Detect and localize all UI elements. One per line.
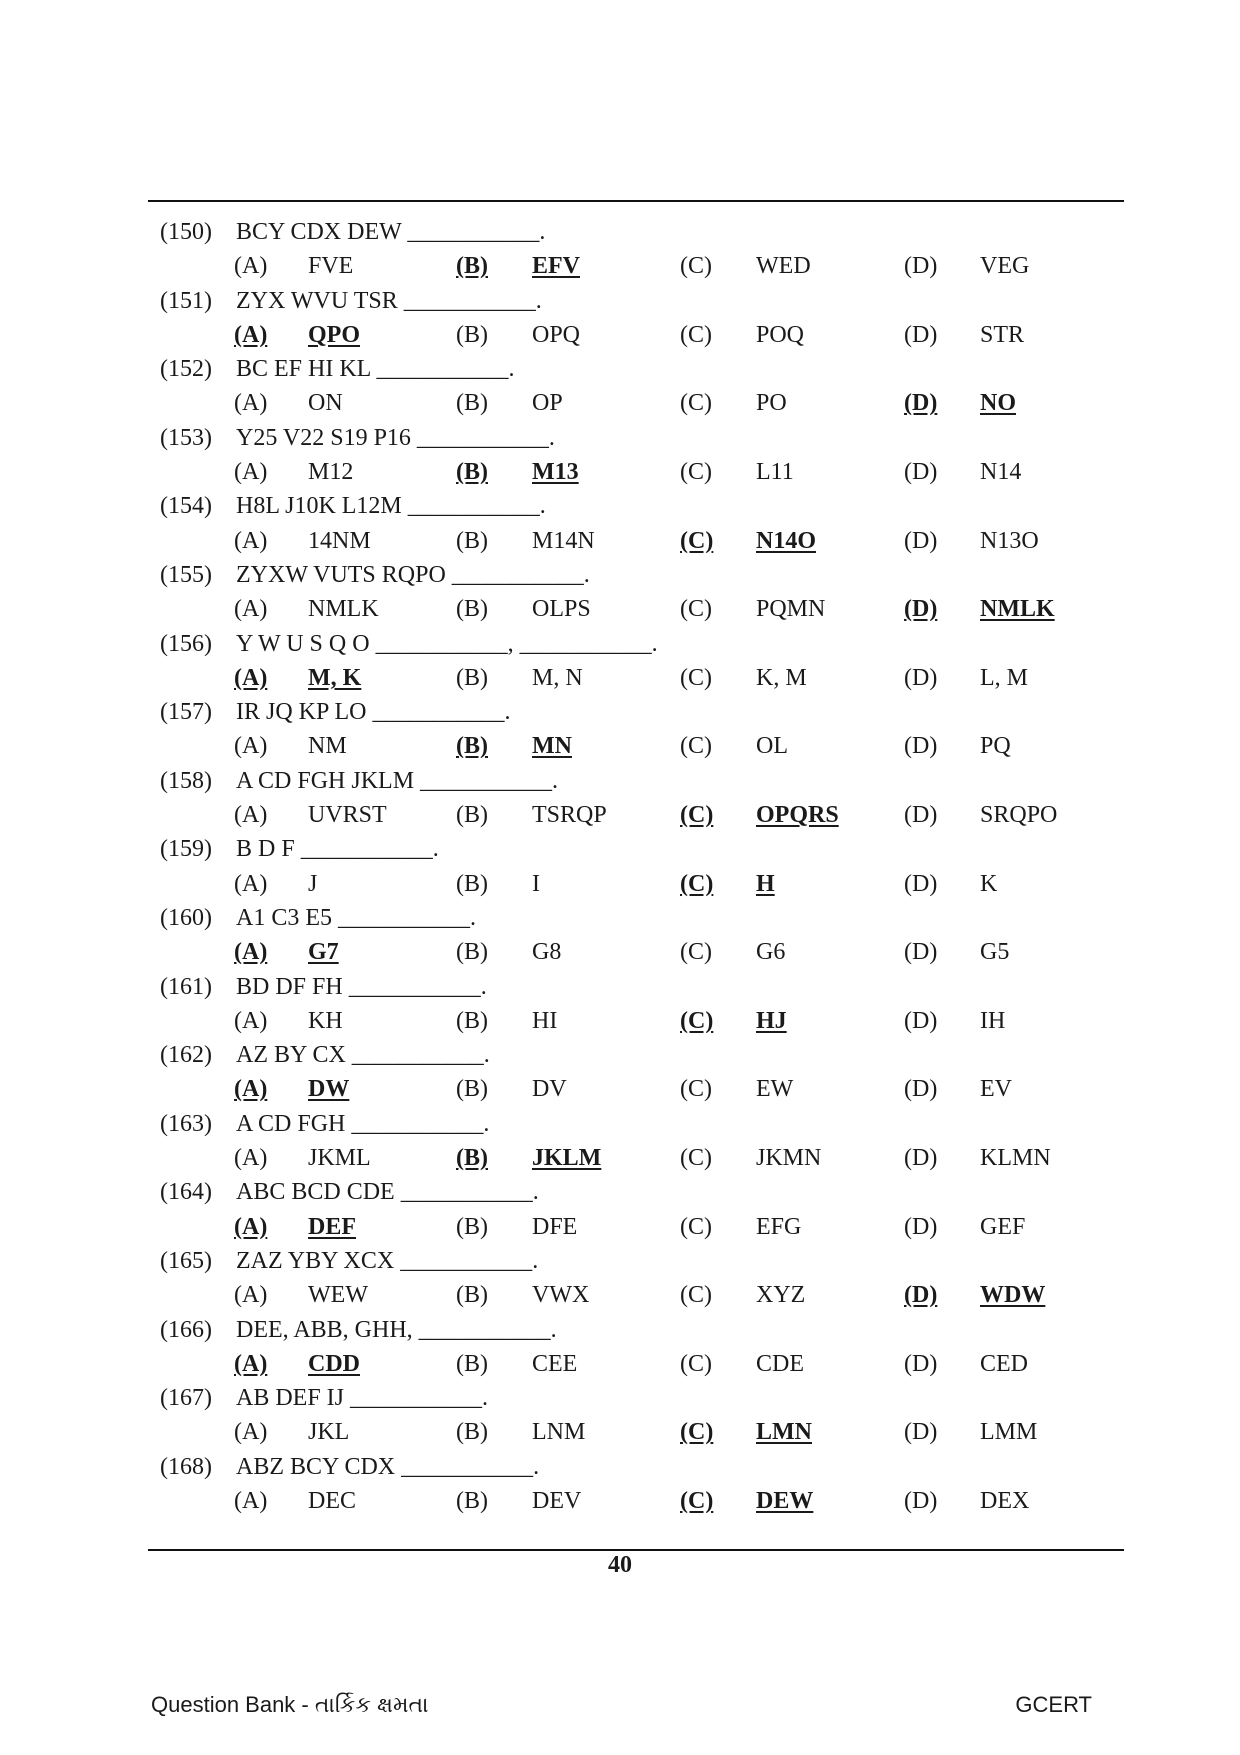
option-label: (B)	[456, 802, 488, 829]
option-value: POQ	[756, 321, 805, 348]
option-label: (D)	[904, 253, 938, 280]
option-value: XYZ	[756, 1282, 806, 1309]
option-label: (C)	[680, 390, 712, 417]
question-text: BD DF FH ___________.	[236, 973, 487, 1000]
question-text: H8L J10K L12M ___________.	[236, 493, 546, 520]
option-label: (D)	[904, 321, 938, 348]
correct-option-value: QPO	[308, 321, 360, 348]
option-value: JKL	[308, 1419, 350, 1446]
question-number: (151)	[160, 287, 212, 314]
options-row	[0, 386, 1240, 420]
question-text: A1 C3 E5 ___________.	[236, 904, 476, 931]
option-label: (B)	[456, 1007, 488, 1034]
option-value: G5	[980, 939, 1010, 966]
correct-option-label: (B)	[456, 459, 488, 486]
option-value: GEF	[980, 1213, 1026, 1240]
option-label: (A)	[234, 527, 268, 554]
option-value: PQ	[980, 733, 1011, 760]
question-stem	[0, 901, 1240, 935]
option-value: 14NM	[308, 527, 371, 554]
question-text: DEE, ABB, GHH, ___________.	[236, 1316, 557, 1343]
correct-option-label: (C)	[680, 1419, 714, 1446]
question-number: (162)	[160, 1042, 212, 1069]
option-value: HI	[532, 1007, 558, 1034]
option-label: (A)	[234, 1419, 268, 1446]
option-label: (D)	[904, 802, 938, 829]
question-text: B D F ___________.	[236, 836, 439, 863]
question-stem	[0, 627, 1240, 661]
options-row	[0, 1347, 1240, 1381]
option-value: JKML	[308, 1145, 371, 1172]
options-row	[0, 1141, 1240, 1175]
question-text: IR JQ KP LO ___________.	[236, 699, 511, 726]
option-value: WEW	[308, 1282, 368, 1309]
correct-option-label: (B)	[456, 253, 488, 280]
options-row	[0, 592, 1240, 626]
option-label: (C)	[680, 664, 712, 691]
option-label: (B)	[456, 939, 488, 966]
options-row	[0, 1210, 1240, 1244]
correct-option-label: (A)	[234, 1350, 268, 1377]
option-value: NM	[308, 733, 347, 760]
option-label: (C)	[680, 1350, 712, 1377]
option-label: (D)	[904, 939, 938, 966]
option-value: VWX	[532, 1282, 590, 1309]
option-value: EV	[980, 1076, 1012, 1103]
option-value: DEV	[532, 1487, 582, 1514]
question-text: BC EF HI KL ___________.	[236, 356, 515, 383]
correct-option-label: (D)	[904, 390, 938, 417]
question-stem	[0, 1107, 1240, 1141]
options-row	[0, 1484, 1240, 1518]
question-stem	[0, 1038, 1240, 1072]
correct-option-label: (C)	[680, 870, 714, 897]
option-label: (A)	[234, 733, 268, 760]
option-label: (A)	[234, 390, 268, 417]
option-label: (D)	[904, 1350, 938, 1377]
option-label: (B)	[456, 1487, 488, 1514]
correct-option-label: (A)	[234, 321, 268, 348]
option-value: N14	[980, 459, 1022, 486]
question-text: ABZ BCY CDX ___________.	[236, 1453, 540, 1480]
question-stem	[0, 1244, 1240, 1278]
question-number: (159)	[160, 836, 212, 863]
option-label: (D)	[904, 733, 938, 760]
option-label: (D)	[904, 1213, 938, 1240]
option-label: (D)	[904, 459, 938, 486]
question-stem	[0, 215, 1240, 249]
option-label: (C)	[680, 253, 712, 280]
option-value: WED	[756, 253, 811, 280]
correct-option-label: (B)	[456, 1145, 488, 1172]
option-value: G6	[756, 939, 786, 966]
option-label: (B)	[456, 1213, 488, 1240]
correct-option-value: M13	[532, 459, 579, 486]
question-number: (163)	[160, 1110, 212, 1137]
option-label: (B)	[456, 321, 488, 348]
correct-option-value: CDD	[308, 1350, 360, 1377]
question-stem	[0, 284, 1240, 318]
question-stem	[0, 832, 1240, 866]
options-row	[0, 1415, 1240, 1449]
option-label: (A)	[234, 253, 268, 280]
option-label: (B)	[456, 390, 488, 417]
correct-option-value: HJ	[756, 1007, 787, 1034]
option-value: PO	[756, 390, 787, 417]
correct-option-value: N14O	[756, 527, 816, 554]
options-row	[0, 1072, 1240, 1106]
question-text: BCY CDX DEW ___________.	[236, 219, 546, 245]
option-label: (D)	[904, 1487, 938, 1514]
question-stem	[0, 352, 1240, 386]
option-label: (C)	[680, 321, 712, 348]
option-value: TSRQP	[532, 802, 607, 829]
option-label: (A)	[234, 596, 268, 623]
option-label: (A)	[234, 802, 268, 829]
option-value: KH	[308, 1007, 343, 1034]
option-value: DEX	[980, 1487, 1030, 1514]
option-value: K	[980, 870, 998, 897]
option-label: (D)	[904, 664, 938, 691]
correct-option-value: MN	[532, 733, 572, 760]
option-value: OL	[756, 733, 788, 760]
question-stem	[0, 1313, 1240, 1347]
option-label: (D)	[904, 870, 938, 897]
correct-option-label: (A)	[234, 939, 268, 966]
options-row	[0, 318, 1240, 352]
question-text: Y W U S Q O ___________, ___________.	[236, 630, 658, 657]
correct-option-label: (B)	[456, 733, 488, 760]
option-label: (C)	[680, 1282, 712, 1309]
option-label: (A)	[234, 1487, 268, 1514]
question-number: (155)	[160, 561, 212, 588]
question-stem	[0, 695, 1240, 729]
question-text: AZ BY CX ___________.	[236, 1042, 490, 1069]
option-label: (B)	[456, 1282, 488, 1309]
option-label: (B)	[456, 527, 488, 554]
option-value: NMLK	[308, 596, 379, 623]
question-text: ZYX WVU TSR ___________.	[236, 287, 542, 314]
page-number: 40	[608, 1552, 632, 1578]
option-value: EW	[756, 1076, 794, 1103]
options-row	[0, 524, 1240, 558]
correct-option-value: NO	[980, 390, 1016, 417]
option-value: M, N	[532, 664, 583, 691]
option-value: CED	[980, 1350, 1028, 1377]
option-value: OLPS	[532, 596, 591, 623]
option-value: OPQ	[532, 321, 581, 348]
correct-option-value: JKLM	[532, 1145, 602, 1172]
option-value: J	[308, 870, 318, 897]
correct-option-value: OPQRS	[756, 802, 839, 829]
footer-publisher: GCERT	[1015, 1692, 1092, 1717]
correct-option-value: M, K	[308, 664, 362, 691]
correct-option-label: (D)	[904, 596, 938, 623]
option-value: L, M	[980, 664, 1028, 691]
correct-option-value: DW	[308, 1076, 350, 1103]
option-value: OP	[532, 390, 563, 417]
option-value: M12	[308, 459, 354, 486]
question-list	[0, 215, 1240, 1518]
correct-option-value: H	[756, 870, 775, 897]
question-stem	[0, 764, 1240, 798]
question-number: (158)	[160, 767, 212, 794]
option-label: (D)	[904, 1076, 938, 1103]
option-label: (C)	[680, 1213, 712, 1240]
question-number: (157)	[160, 699, 212, 726]
options-row	[0, 249, 1240, 283]
option-value: CEE	[532, 1350, 578, 1377]
option-value: PQMN	[756, 596, 826, 623]
question-stem	[0, 1381, 1240, 1415]
option-value: DFE	[532, 1213, 578, 1240]
option-value: N13O	[980, 527, 1039, 554]
question-text: AB DEF IJ ___________.	[236, 1385, 489, 1412]
option-value: EFG	[756, 1213, 802, 1240]
option-label: (C)	[680, 939, 712, 966]
correct-option-label: (C)	[680, 1007, 714, 1034]
question-stem	[0, 1450, 1240, 1484]
question-number: (167)	[160, 1385, 212, 1412]
options-row	[0, 1004, 1240, 1038]
question-number: (154)	[160, 493, 212, 520]
option-label: (A)	[234, 459, 268, 486]
question-number: (166)	[160, 1316, 212, 1343]
correct-option-label: (A)	[234, 1213, 268, 1240]
option-label: (B)	[456, 1350, 488, 1377]
correct-option-label: (C)	[680, 1487, 714, 1514]
question-text: ABC BCD CDE ___________.	[236, 1179, 539, 1206]
option-value: STR	[980, 321, 1025, 348]
question-number: (156)	[160, 630, 212, 657]
option-label: (A)	[234, 1145, 268, 1172]
question-text: A CD FGH ___________.	[236, 1110, 490, 1137]
option-label: (D)	[904, 1419, 938, 1446]
correct-option-label: (D)	[904, 1282, 938, 1309]
question-stem	[0, 421, 1240, 455]
option-value: CDE	[756, 1350, 804, 1377]
option-label: (B)	[456, 1076, 488, 1103]
question-stem	[0, 970, 1240, 1004]
option-value: DEC	[308, 1487, 356, 1514]
options-row	[0, 729, 1240, 763]
option-label: (C)	[680, 733, 712, 760]
option-label: (A)	[234, 870, 268, 897]
option-value: K, M	[756, 664, 807, 691]
correct-option-value: LMN	[756, 1419, 812, 1446]
option-value: SRQPO	[980, 802, 1058, 829]
options-row	[0, 798, 1240, 832]
question-stem	[0, 489, 1240, 523]
correct-option-label: (C)	[680, 527, 714, 554]
question-text: ZAZ YBY XCX ___________.	[236, 1247, 539, 1274]
option-value: G8	[532, 939, 562, 966]
option-value: VEG	[980, 253, 1030, 280]
options-row	[0, 867, 1240, 901]
option-value: KLMN	[980, 1145, 1051, 1172]
option-value: JKMN	[756, 1145, 822, 1172]
options-row	[0, 455, 1240, 489]
options-row	[0, 935, 1240, 969]
footer-title: Question Bank - તાર્કિક ક્ષમતા	[151, 1692, 429, 1717]
question-stem	[0, 558, 1240, 592]
bottom-rule	[148, 1549, 1124, 1551]
option-value: LNM	[532, 1419, 586, 1446]
option-label: (A)	[234, 1007, 268, 1034]
correct-option-value: NMLK	[980, 596, 1055, 623]
option-label: (C)	[680, 459, 712, 486]
option-label: (B)	[456, 1419, 488, 1446]
option-value: LMM	[980, 1419, 1038, 1446]
option-value: M14N	[532, 527, 595, 554]
question-number: (152)	[160, 356, 212, 383]
option-label: (B)	[456, 664, 488, 691]
option-label: (B)	[456, 870, 488, 897]
option-label: (C)	[680, 596, 712, 623]
correct-option-label: (C)	[680, 802, 714, 829]
correct-option-value: G7	[308, 939, 339, 966]
option-label: (C)	[680, 1145, 712, 1172]
option-label: (D)	[904, 1145, 938, 1172]
option-label: (B)	[456, 596, 488, 623]
options-row	[0, 661, 1240, 695]
option-value: UVRST	[308, 802, 387, 829]
option-value: IH	[980, 1007, 1006, 1034]
question-number: (165)	[160, 1247, 212, 1274]
option-value: ON	[308, 390, 343, 417]
question-number: (160)	[160, 904, 212, 931]
option-value: L11	[756, 459, 794, 486]
option-value: FVE	[308, 253, 354, 280]
question-number: (150)	[160, 219, 212, 245]
option-value: DV	[532, 1076, 567, 1103]
correct-option-label: (A)	[234, 1076, 268, 1103]
question-text: ZYXW VUTS RQPO ___________.	[236, 561, 590, 588]
question-text: Y25 V22 S19 P16 ___________.	[236, 424, 555, 451]
question-stem	[0, 1175, 1240, 1209]
correct-option-value: DEW	[756, 1487, 814, 1514]
question-text: A CD FGH JKLM ___________.	[236, 767, 559, 794]
question-number: (161)	[160, 973, 212, 1000]
correct-option-value: DEF	[308, 1213, 356, 1240]
correct-option-value: EFV	[532, 253, 580, 280]
options-row	[0, 1278, 1240, 1312]
question-number: (153)	[160, 424, 212, 451]
option-label: (D)	[904, 527, 938, 554]
question-number: (164)	[160, 1179, 212, 1206]
option-label: (C)	[680, 1076, 712, 1103]
correct-option-label: (A)	[234, 664, 268, 691]
option-label: (A)	[234, 1282, 268, 1309]
top-rule	[148, 200, 1124, 202]
option-value: I	[532, 870, 540, 897]
option-label: (D)	[904, 1007, 938, 1034]
correct-option-value: WDW	[980, 1282, 1046, 1309]
question-number: (168)	[160, 1453, 212, 1480]
